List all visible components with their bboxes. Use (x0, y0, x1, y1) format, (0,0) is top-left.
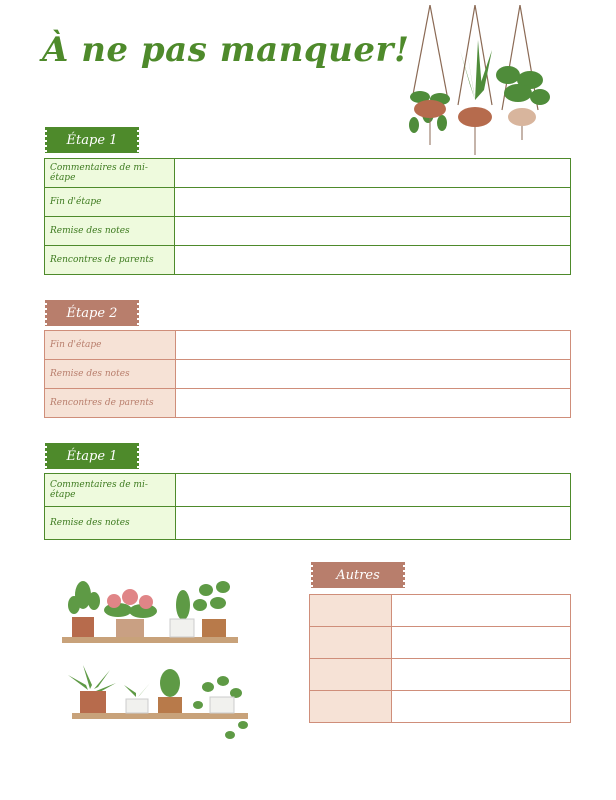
section3-table (44, 473, 571, 540)
table-row (45, 217, 571, 246)
table-row (45, 246, 571, 275)
row-entry[interactable] (175, 159, 571, 188)
shelf-plants-illustration (58, 575, 268, 745)
section1-table (44, 158, 571, 275)
row-entry[interactable] (175, 188, 571, 217)
row-entry[interactable] (176, 389, 571, 418)
table-row (45, 331, 571, 360)
row-label[interactable] (310, 595, 392, 627)
row-label: Remise des notes (45, 217, 175, 246)
section1-ribbon: Étape 1 (45, 127, 139, 153)
row-label: Commentaires de mi-étape (45, 159, 175, 188)
table-row (310, 659, 571, 691)
table-row (45, 159, 571, 188)
row-label: Commentaires de mi-étape (45, 474, 176, 507)
row-label: Remise des notes (45, 507, 176, 540)
row-entry[interactable] (176, 474, 571, 507)
row-label[interactable] (310, 627, 392, 659)
row-label[interactable] (310, 691, 392, 723)
table-row (45, 360, 571, 389)
row-label: Remise des notes (45, 360, 176, 389)
row-entry[interactable] (176, 360, 571, 389)
table-row (310, 691, 571, 723)
table-row (45, 507, 571, 540)
section2-ribbon: Étape 2 (45, 300, 139, 326)
row-label[interactable] (310, 659, 392, 691)
row-entry[interactable] (176, 331, 571, 360)
row-entry[interactable] (175, 246, 571, 275)
hanging-plants-illustration (400, 5, 560, 160)
row-label: Fin d'étape (45, 331, 176, 360)
page-title: À ne pas manquer! (42, 30, 410, 70)
row-entry[interactable] (175, 217, 571, 246)
table-row (310, 595, 571, 627)
section4-table (309, 594, 571, 723)
section4-ribbon: Autres (311, 562, 405, 588)
row-label: Rencontres de parents (45, 246, 175, 275)
table-row (45, 474, 571, 507)
row-entry[interactable] (392, 627, 571, 659)
row-label: Rencontres de parents (45, 389, 176, 418)
row-entry[interactable] (392, 659, 571, 691)
row-entry[interactable] (392, 691, 571, 723)
row-entry[interactable] (392, 595, 571, 627)
section3-ribbon: Étape 1 (45, 443, 139, 469)
section2-table (44, 330, 571, 418)
table-row (45, 389, 571, 418)
table-row (310, 627, 571, 659)
row-entry[interactable] (176, 507, 571, 540)
table-row (45, 188, 571, 217)
row-label: Fin d'étape (45, 188, 175, 217)
